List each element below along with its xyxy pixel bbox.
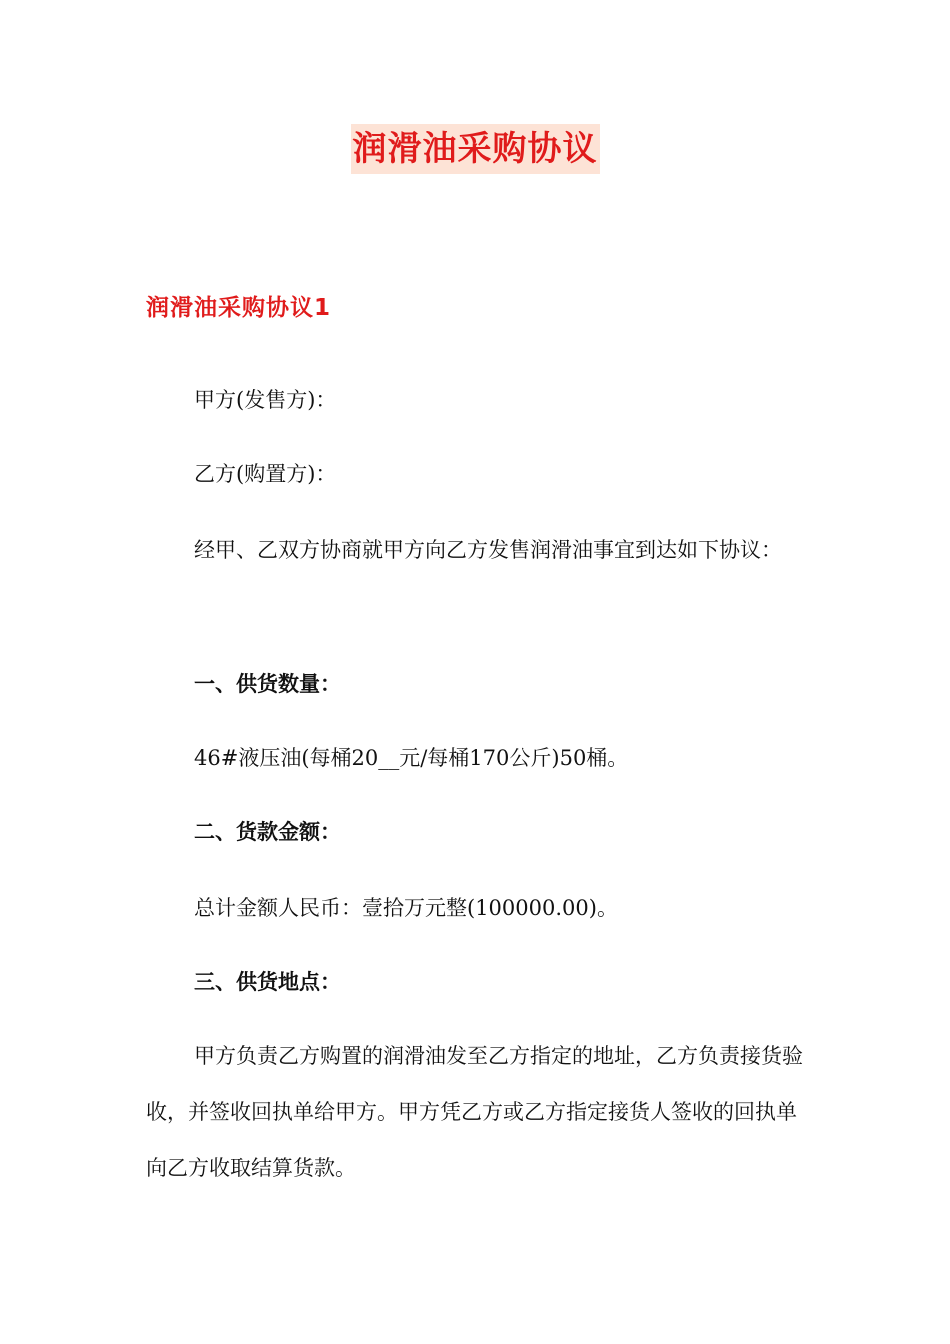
clause-heading-quantity: 一、供货数量：: [194, 672, 341, 696]
location-paragraph: 甲方负责乙方购置的润滑油发至乙方指定的地址，乙方负责接货验收，并签收回执单给甲方。甲方凭乙方或乙方指定接货人签收的回执单向乙方收取结算货款。: [146, 1044, 803, 1180]
amount-paragraph: 总计金额人民币：壹拾万元整(100000.00)。: [194, 896, 618, 920]
section-heading: 润滑油采购协议1: [146, 295, 332, 321]
document-title-text: 润滑油采购协议: [351, 124, 600, 174]
document-title: [0, 124, 950, 174]
quantity-paragraph: 46#液压油(每桶20__元/每桶170公斤)50桶。: [194, 746, 629, 770]
party-a-line: 甲方(发售方)：: [194, 388, 337, 412]
clause-heading-amount: 二、货款金额：: [194, 820, 341, 844]
party-b-line: 乙方(购置方)：: [194, 462, 337, 486]
agreement-intro-paragraph: 经甲、乙双方协商就甲方向乙方发售润滑油事宜到达如下协议：: [194, 538, 782, 562]
clause-heading-location: 三、供货地点：: [194, 970, 341, 994]
